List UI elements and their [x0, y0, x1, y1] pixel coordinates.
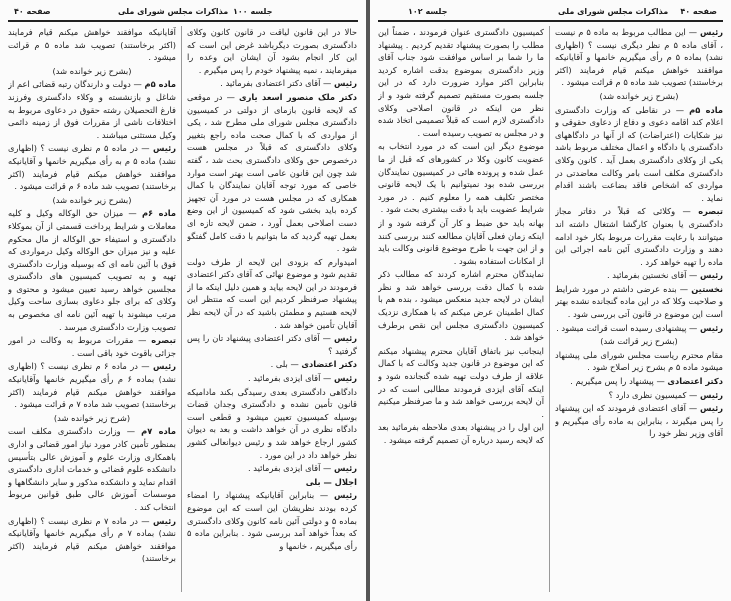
- session-number: جلسه ۱۰۲: [408, 7, 448, 16]
- paragraph-text: کمیسیون دادگستری عنوان فرمودند ، ضمناً این مطلب را بصورت پیشنهاد تقدیم کردیم . پیشنهاد ما را شما بر اساس موافقت شود جناب آقای وزیر دادگستری بموضوع بدقت اشاره کردید بنابراین اکثر موارد ضرورت دارد که در این جلسه بصورت مستقیم تصمیم گرفته شود و از نظر من اینکه در قانون اصلاحی وکلای دادگستری لازم است که قبلاً تصمیمی اتخاذ شده و در مجلس به تصویب رسیده است .: [378, 27, 544, 138]
- column-divider: [549, 26, 550, 592]
- speaker-name: رئیس: [333, 78, 357, 89]
- header-rule: [378, 20, 723, 22]
- paragraph: [378, 421, 544, 446]
- text-column: [8, 26, 176, 594]
- speaker-name: رئیس: [333, 373, 357, 384]
- speaker-name: رئیس: [699, 27, 723, 37]
- paragraph: [555, 104, 723, 205]
- paragraph-text: — وکلائی که قبلاً در دفاتر مجاز دادگستری یا بعنوان کارگشا اشتغال داشته اند میتوانند با رعایت مقررات مربوط بکار خود ادامه دهند و وزارت دادگستری آئین نامه اجرائی این ماده را تهیه خواهد کرد .: [555, 206, 723, 267]
- paragraph: [8, 207, 176, 333]
- running-title: مذاکرات مجلس شورای ملی: [118, 7, 229, 16]
- paragraph-text: نمایندگان محترم اشاره کردند که مطالب ذکر شده با کمال دقت بررسی خواهد شد و نظر ایشان در لایحه جدید منعکس میشود ، بنده هم با کمال اطمینان عرض میکنم که با همکاری نزدیک کمیسیون دادگستری مجلس این نقص برطرف خواهد شد .: [378, 269, 544, 343]
- paragraph-text: این اول را در پیشنهاد بعدی ملاحظه بفرمائید بعد که لایحه رسید درباره آن تصمیم گرفته میشود .: [378, 422, 544, 445]
- paragraph: [187, 476, 357, 489]
- paragraph: [187, 256, 357, 332]
- paragraph: [555, 375, 723, 388]
- speaker-name: رئیس: [333, 463, 357, 474]
- paragraph: [8, 142, 176, 192]
- caption-line: (بشرح زیر خوانده شد): [52, 194, 132, 205]
- text-column: [187, 26, 357, 594]
- speaker-name: تبصره: [698, 206, 723, 217]
- paragraph: [555, 349, 723, 374]
- speaker-name: دکتر اعتضادی: [667, 376, 723, 387]
- caption-line: (بشرح زیر خوانده شد): [52, 65, 132, 76]
- speaker-name: رئیس: [699, 322, 723, 333]
- paragraph: [187, 77, 357, 90]
- paragraph: [187, 372, 357, 385]
- speaker-name: ماده ۵م: [144, 79, 176, 90]
- session-number: جلسه ۱۰۰: [233, 7, 273, 16]
- paragraph: [378, 140, 544, 216]
- paragraph: [378, 26, 544, 139]
- paragraph-text: — پیشنهادی رسیده است قرائت میشود .: [556, 322, 700, 333]
- paragraph-text: — در ماده ۶ م نظری نیست ؟ (اظهاری نشد) بماده ۶ م رأی میگیریم خانمها وآقایانیکه موافقند خواهش میکنم قیام فرمایند (اکثر برخاستند) تصویب شد ماده ۷ م قرائت میشود .: [8, 361, 176, 410]
- paragraph: [187, 26, 357, 76]
- paragraph-text: بهانه باید حق ضبط و کار آن گرفته شود و از اینکه زمان فعلی آقایان مطالعه کنند بررسی کنند و از این جهت با طرح موضوع قانونی وکالت باید از امکانات استفاده بشود .: [378, 217, 544, 266]
- speaker-name: رئیس: [699, 389, 723, 400]
- speaker-name: اجلال — بلی: [305, 476, 357, 487]
- paragraph: [555, 26, 723, 89]
- paragraph-text: — آقای ایزدی بفرمائید .: [247, 463, 334, 474]
- caption-line: (بشرح زیر قرائت شد): [600, 336, 678, 347]
- paragraph-text: — آقای دکتر اعتضادی پیشنهاد تان را پس گرفتید ؟: [187, 333, 357, 356]
- paragraph: [187, 358, 357, 371]
- paragraph: [378, 345, 544, 421]
- paragraph: [8, 78, 176, 141]
- paragraph-text: — کمیسیون نظری دارد ؟: [608, 389, 700, 400]
- paragraph-text: — آقای ایزدی بفرمائید .: [247, 373, 334, 384]
- speaker-name: رئیس: [152, 143, 176, 154]
- paragraph-text: — بلی .: [270, 359, 302, 370]
- running-title: مذاکرات مجلس شورای ملی: [558, 7, 669, 16]
- speaker-name: رئیس: [152, 515, 176, 526]
- paragraph-text: — در ماده ۵ م نظری نیست ؟ (اظهاری نشد) ماده ۵ م به رأی میگیریم خانمها و آقایانیکه موافقند خواهش میکنم قیام فرمایند (اکثر برخاستند) تصویب شد ماده ۶ م قرائت میشود .: [8, 143, 176, 192]
- speaker-name: رئیس: [699, 403, 723, 414]
- paragraph: [187, 332, 357, 357]
- paragraph: [8, 26, 176, 64]
- speaker-name: ماده ۶م: [141, 208, 176, 219]
- paragraph: [555, 322, 723, 335]
- paragraph: [555, 205, 723, 268]
- paragraph-text: امیدوارم که بزودی این لایحه از طرف دولت تقدیم شود و موضوع نهائی که آقای دکتر اعتضادی فرمودند در این لایحه بیاید و همین دلیل اینکه ما از پیشنهاد صرفنظر کردیم این است که منتظر این لایحه هستیم و مطمئن باشید که در آن لایحه نظر آقایان تأمین خواهد شد .: [187, 256, 357, 330]
- paragraph-text: موضوع دیگر این است که در مورد انتخاب به عضویت کانون وکلا در کشورهای که قبل از ما عمل شده و پرونده هائی در کمیسیون نمایندگان بررسی شده بود نمیتوانیم با یک لایحه قانونی مختصر تکلیف همه را معلوم کنیم . در مورد شرایط عضویت باید با دقت بیشتری بحث شود .: [378, 141, 544, 215]
- paragraph-text: — مقررات مربوط به وکالت در امور جزائی باقوت خود باقی است .: [8, 335, 176, 358]
- speaker-name: ماده ۵م: [689, 104, 723, 115]
- paragraph: [555, 389, 723, 402]
- paragraph-text: — این مطالب مربوط به ماده ۵ م نیست ، آقای ماده ۵ م نظر دیگری نیست ؟ (اظهاری نشد) بماده ۵ م رأی میگیریم خانمها و آقایانیکه موافقند خواهش میکنم قیام فرمایند (اکثر برخاستند) تصویب شد ماده ۵ م قرائت میشود .: [555, 27, 723, 88]
- paragraph-text: — میزان حق الوکاله وکیل و کلیه معاملات و شرایط پرداخت قسمتی از آن بموکلاء دادگستری و استیفاء حق الوکاله از مال محکوم علیه و نیز میزان حق الوکاله وکیل درمواردی که فوق با آئین نامه ای که بوسیله وزارت دادگستری تهیه و به تصویب کمیسیون های دادگستری مجلسین خواهد رسید تعیین میشود و محتوی و وکلای که برای جلو دعاوی بسازی ساحت وکیل مرتب میشوند با تهیه آئین نامه ای مخصوص به تصویب وزارت دادگستری میرسد .: [8, 208, 176, 332]
- speaker-name: تبصره: [151, 335, 176, 346]
- paragraph-text: — آقای اعتضادی فرمودند که این پیشنهاد را پس میگیرند ، بنابراین به ماده رأی میگیریم و آقای وزیر نظر خود را: [555, 403, 723, 439]
- paragraph-text: — در نقاطی که وزارت دادگستری اعلام کند اقامه دعوی و دفاع از دعاوی حقوقی و نیز شکایات (اعتراضات) که از آنها در دادگاههای دادگستری یا دادگاه و اعمال مختلف مربوط باشد یکی از وکلای دادگستری بعمل آید . کانون وکلای دادگستری مکلف است بامر وکالت معاضدتی در مواردی که اشخاص فاقد بضاعت باشند اقدام نماید .: [555, 104, 723, 203]
- page-header: [8, 7, 358, 19]
- paragraph: [187, 386, 357, 462]
- speaker-name: دکتر ملک منصور اسعد یاری: [239, 91, 357, 102]
- paragraph: [187, 489, 357, 552]
- paragraph-text: اینجانب نیز باتفاق آقایان محترم پیشنهاد میکنم که این موضوع در قانون جدید وکالت که با کمال علاقه از طرف دولت تهیه شده گنجانده شود و اینکه آقای ایزدی فرمودند مطالبی است که در آن لایحه بررسی خواهد شد و ما صرفنظر میکنیم .: [378, 345, 544, 419]
- paragraph-text: — بنده عرضی داشتم در مورد شرایط و صلاحیت وکلا که در این ماده گنجانده نشده بهتر است این موضوع در قانون آتی بررسی شود .: [555, 283, 723, 320]
- paragraph: [8, 334, 176, 359]
- paragraph-text: آقایانیکه موافقند خواهش میکنم قیام فرمایند (اکثر برخاستند) تصویب شد ماده ۵ م قرائت میشود .: [8, 27, 176, 63]
- paragraph-text: — آقای نخستین بفرمائید .: [606, 270, 700, 281]
- speaker-name: ماده ۷م: [141, 426, 176, 437]
- paragraph: [555, 283, 723, 321]
- paragraph-text: دادگاهی دادگستری بعدی رسیدگی بکند مادامیکه قانون تأمین نشده و دادگستری وجدان قضات بوسیله کمیسیون تعیین میشود و قطعی است دادگاه نظری در آن خواهد داشت و بعد به دیوان کشور ارجاع خواهد شد و رئیس دیوانعالی کشور نظر خواهد داد در این مورد .: [187, 386, 357, 460]
- paragraph-text: مقام محترم ریاست مجلس شورای ملی پیشنهاد میشود ماده ۵ م بشرح زیر اصلاح شود .: [555, 349, 723, 373]
- paragraph: [187, 462, 357, 475]
- caption-line: (شرح زیر خوانده شد): [53, 412, 131, 423]
- paragraph-text: — آقای دکتر اعتضادی بفرمائید .: [220, 78, 334, 89]
- paragraph: [555, 402, 723, 440]
- paragraph: [8, 360, 176, 410]
- page-header: [378, 7, 723, 19]
- page-number: صفحه ۴۰: [14, 7, 51, 16]
- paragraph: [378, 217, 544, 267]
- header-rule: [8, 20, 358, 22]
- speaker-name: دکتر اعتضادی: [301, 359, 357, 370]
- right-page: [370, 0, 731, 601]
- speaker-name: رئیس: [333, 490, 357, 501]
- paragraph: [8, 425, 176, 513]
- paragraph-text: — در ماده ۷ م نظری نیست ؟ (اظهاری نشد) بماده ۷ م رأی میگیریم خانمها وآقایانیکه موافقند خواهش میکنم قیام فرمایند (اکثر برخاستند): [8, 515, 176, 564]
- paragraph: [555, 269, 723, 282]
- paragraph-text: — دولت و دارندگان رتبه قضائی اعم از شاغل و بازنشسته و وکلاء دادگستری وفرزند فارغ التحصیلان رشته حقوق در دعاوی مربوط به اختلافات ناشی از مقررات فوق از زمینه دائمی وکیل مستثنی میباشند .: [8, 79, 176, 140]
- text-column: [378, 26, 544, 594]
- paragraph-text: حالا در این قانون لیاقت در قانون کانون وکلای دادگستری بصورت دیگرباشد غرض این است که این کار انجام بشود آن ایشان این وعده را میفرمایند ، نمیه پیشنهاد خودم را پس میگیرم .: [187, 27, 357, 75]
- page-number: صفحه ۴۰: [680, 7, 717, 16]
- text-column: [555, 26, 723, 594]
- paragraph-text: — وزارت دادگستری مکلف است بمنظور تأمین کادر مورد نیاز امور قضائی و اداری باهمکاری وزارت علوم و آموزش عالی بتأسیس دانشکده علوم قضائی و خدمات اداری دادگستری اقدام نماید و دانشکده مذکور و سایر دانشگاهها و موسسات آموزش عالی طبق قوانین مربوط انتخاب کند .: [8, 426, 176, 512]
- paragraph: [187, 91, 357, 255]
- column-divider: [181, 26, 182, 592]
- caption-line: (بشرح زیر خوانده شد): [599, 90, 679, 101]
- speaker-name: رئیس: [152, 361, 176, 372]
- speaker-name: رئیس: [699, 270, 723, 281]
- speaker-name: رئیس: [333, 333, 357, 344]
- speaker-name: نخستین: [691, 283, 723, 294]
- paragraph: [8, 515, 176, 565]
- paragraph-text: — پیشنهاد را پس میگیریم .: [570, 376, 668, 387]
- paragraph-text: — در موقعی که لایحه قانون بازمای از دولتی در کمیسیون دادگستری مجلس شورای ملی مطرح شد ، یکی از مواردی که با کمال صحت ماده راجع بتغییر وکلای دادگستری که قبلاً در مجلس هست درخصوص حق وکلای دادگستری بحث شد ، گفته شد چون این قانون عامی است بهتر است موارد خاصی که مورد توجه آقایان نمایندگان با کمال همکاری که در مجلس هست در مورد آن تجهیز کرده باید بخشی شود که کمیسیون از این وضع دست اصلاحی بعمل آورد ، ضمن لایحه تازه ای بعمل تهیه گردید که ما بتوانیم با دقت کامل گفتگو شود .: [187, 91, 357, 254]
- paragraph: [378, 268, 544, 344]
- paragraph-text: — بنابراین آقایانیکه پیشنهاد را امضاء کرده بودند نظریشان این است که این موضوع بماده ۵ و دولتی آئین نامه کانون وکلای دادگستری که بعداً خواهد آمد بررسی شود . بنابراین ماده ۵ رأی میگیریم ، خانمها و: [187, 490, 357, 551]
